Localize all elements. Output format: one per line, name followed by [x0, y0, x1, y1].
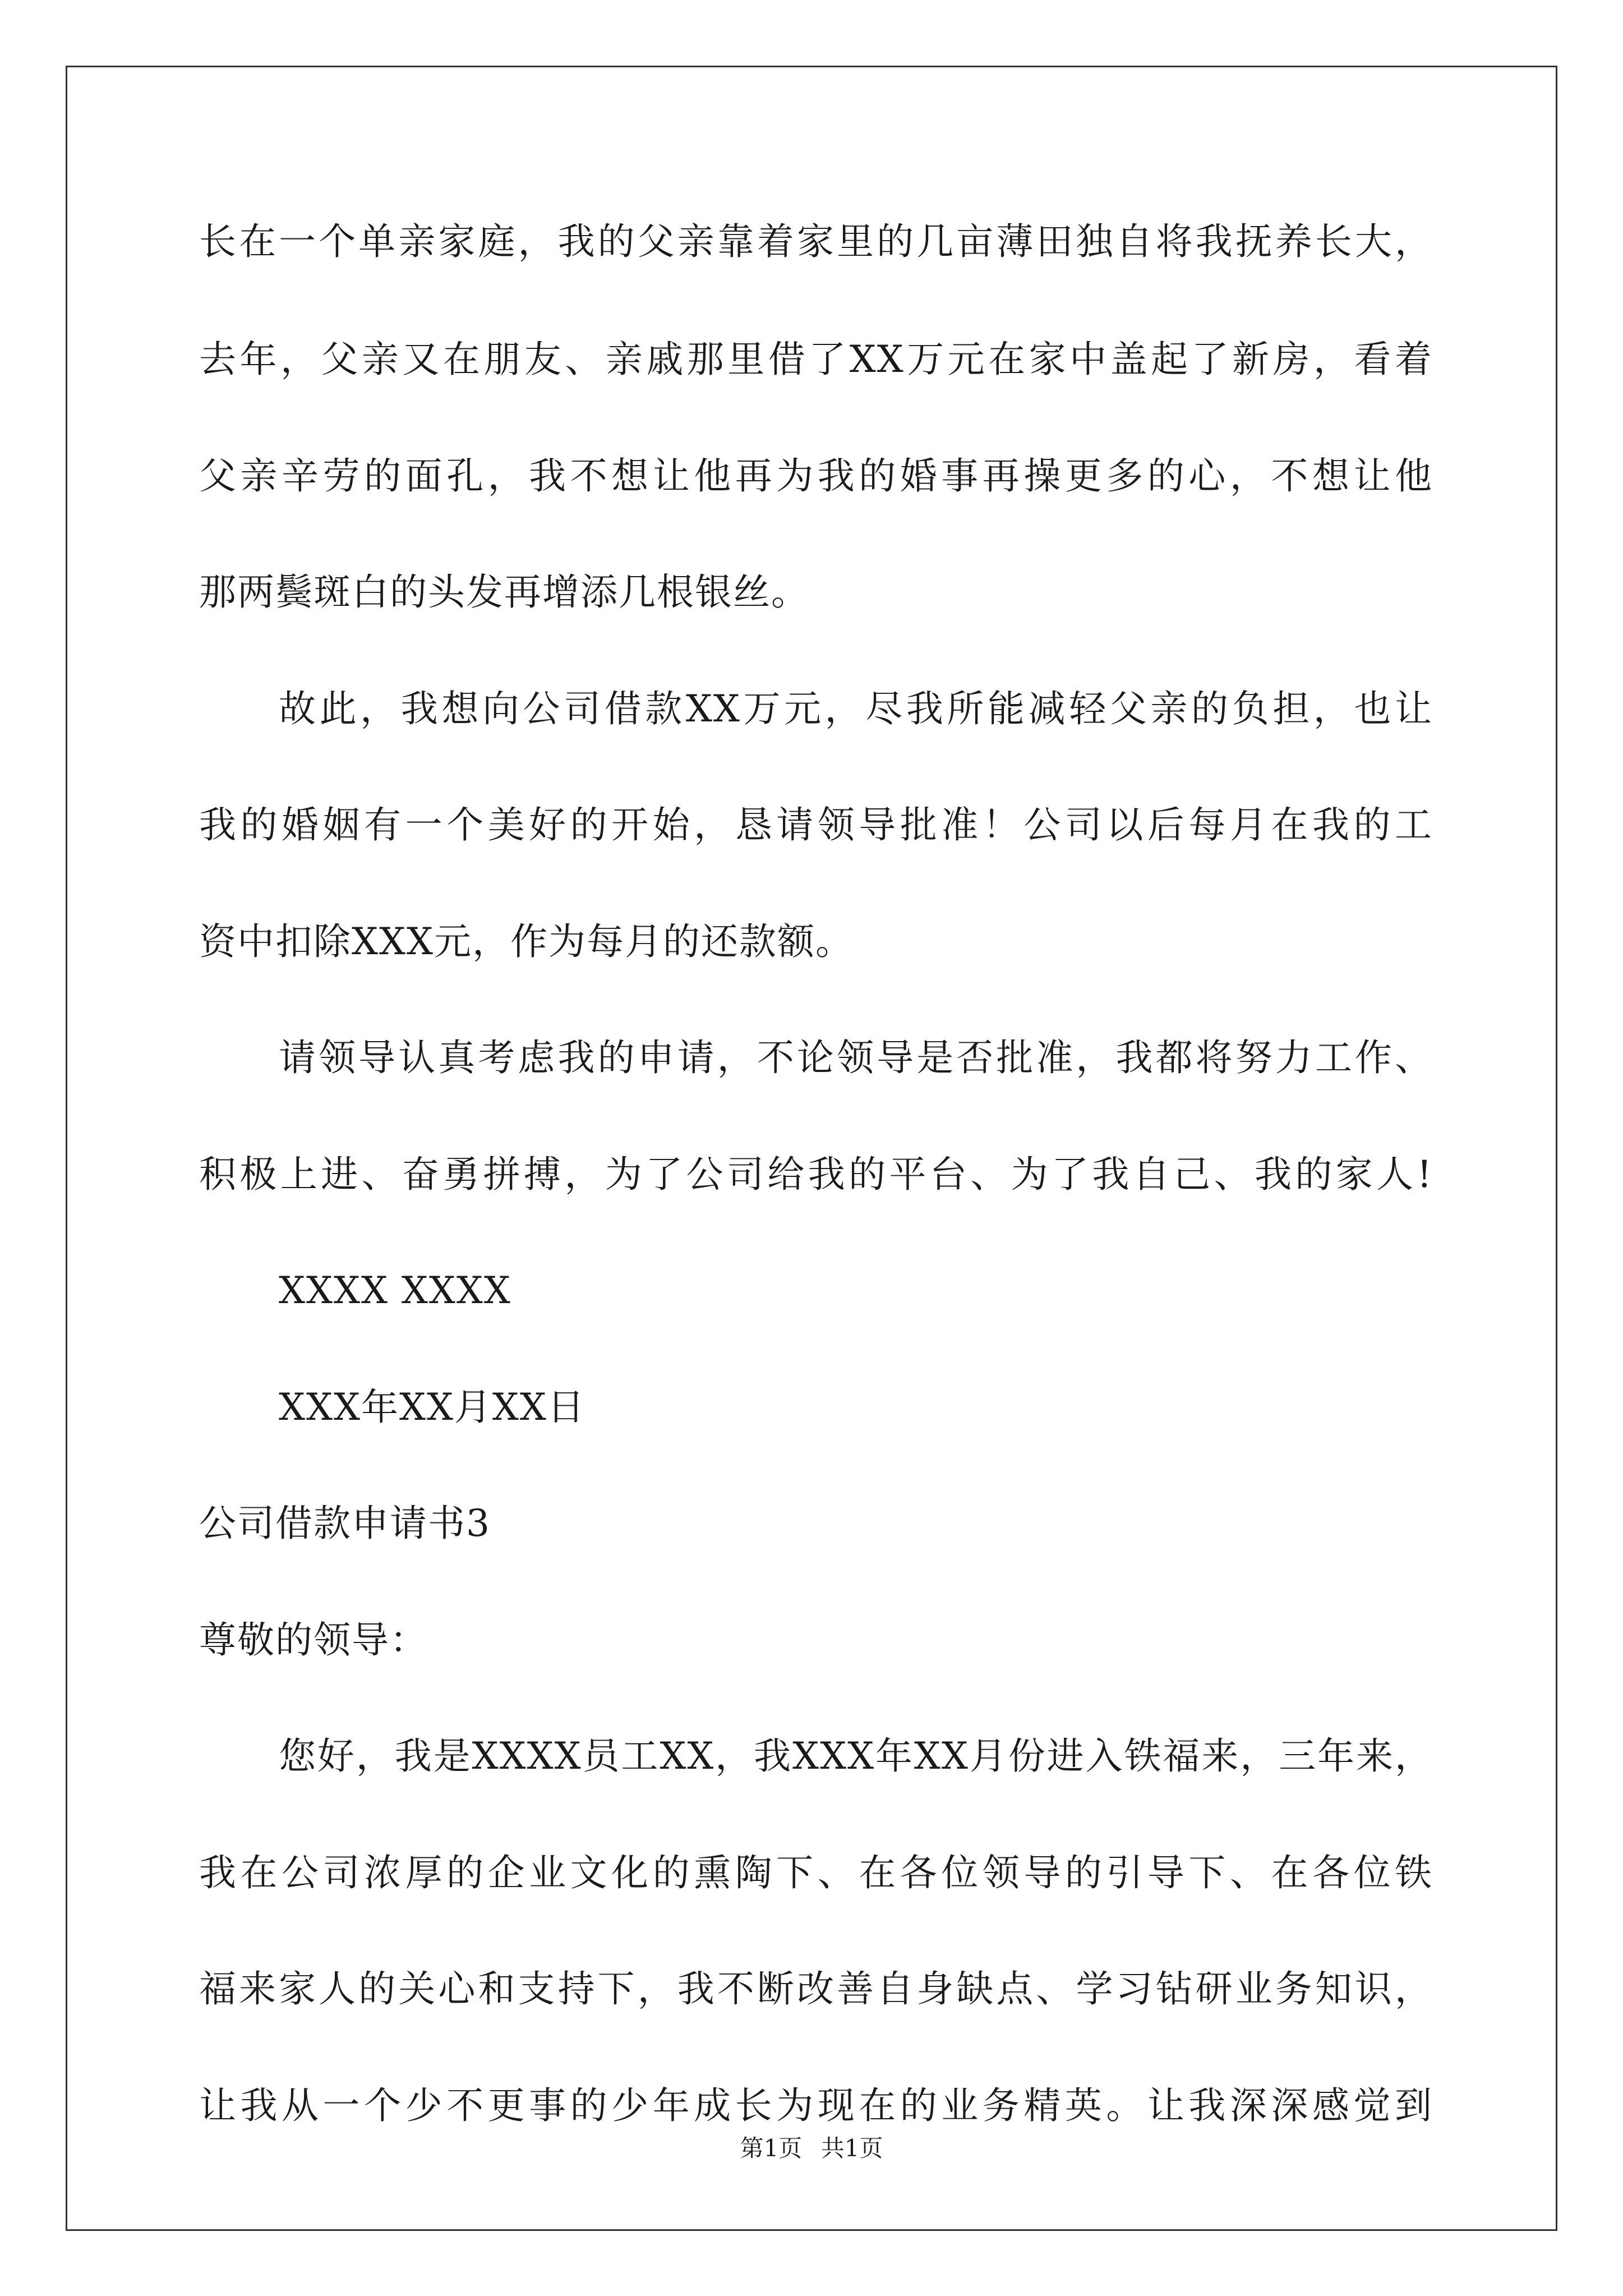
paragraph-line: 福来家人的关心和支持下，我不断改善自身缺点、学习钻研业务知识， [199, 1967, 1433, 2010]
paragraph-line: 父亲辛劳的面孔，我不想让他再为我的婚事再操更多的心，不想让他 [199, 454, 1433, 498]
paragraph-line: 故此，我想向公司借款XX万元，尽我所能减轻父亲的负担，也让 [279, 687, 1433, 730]
paragraph-line: 积极上进、奋勇拼搏，为了公司给我的平台、为了我自己、我的家人! [199, 1153, 1433, 1196]
paragraph-line: 资中扣除XXX元，作为每月的还款额。 [199, 920, 854, 963]
section-title: 公司借款申请书3 [199, 1502, 491, 1545]
salutation: 尊敬的领导： [199, 1618, 428, 1662]
page-number: 第1页 [740, 2134, 803, 2162]
paragraph-line: 长在一个单亲家庭，我的父亲靠着家里的几亩薄田独自将我抚养长大， [199, 220, 1433, 263]
paragraph-line: 我的婚姻有一个美好的开始，恳请领导批准！公司以后每月在我的工 [199, 803, 1433, 846]
paragraph-line: 让我从一个少不更事的少年成长为现在的业务精英。让我深深感觉到 [199, 2084, 1433, 2127]
signature-name: XXXX XXXX [279, 1269, 511, 1312]
paragraph-line: 去年，父亲又在朋友、亲戚那里借了XX万元在家中盖起了新房，看着 [199, 338, 1433, 381]
page-footer [0, 2132, 1623, 2165]
page-total: 共1页 [820, 2134, 883, 2162]
signature-date: XXX年XX月XX日 [279, 1386, 585, 1429]
paragraph-line: 我在公司浓厚的企业文化的熏陶下、在各位领导的引导下、在各位铁 [199, 1851, 1433, 1894]
paragraph-line: 您好，我是XXXX员工XX，我XXX年XX月份进入铁福来，三年来， [279, 1734, 1433, 1778]
paragraph-line: 那两鬓斑白的头发再增添几根银丝。 [199, 570, 809, 614]
paragraph-line: 请领导认真考虑我的申请，不论领导是否批准，我都将努力工作、 [279, 1036, 1433, 1079]
